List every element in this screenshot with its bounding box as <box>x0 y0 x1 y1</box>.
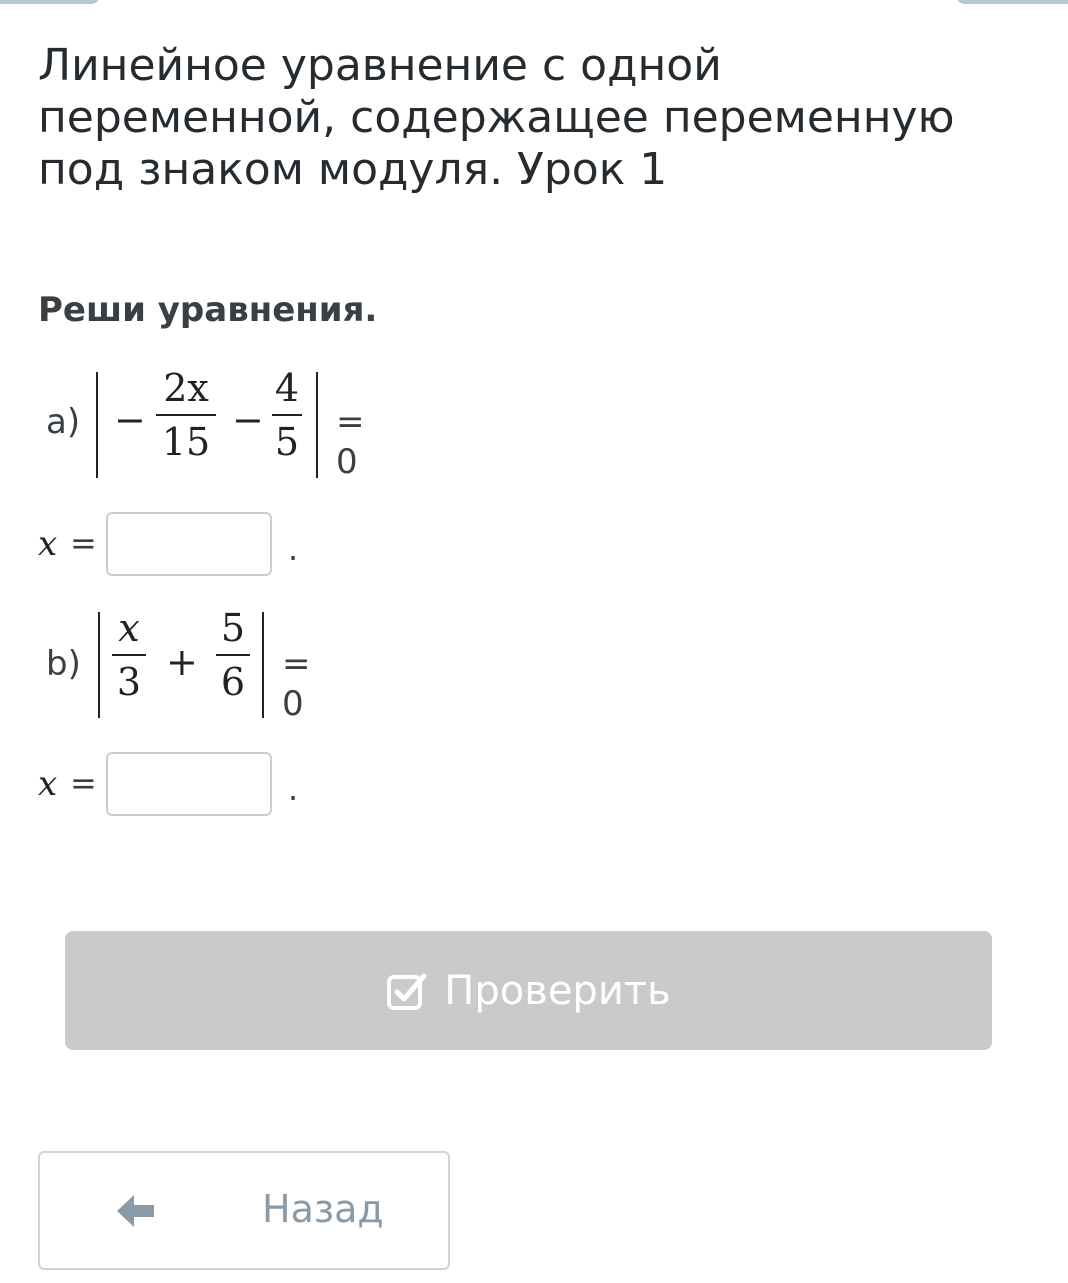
answer-input-b[interactable] <box>106 752 272 816</box>
equation-label: a) <box>46 402 81 442</box>
back-button[interactable] <box>38 1151 450 1270</box>
fraction-numerator: 2x <box>163 366 209 410</box>
fraction-line <box>112 654 146 656</box>
fraction-denominator: 3 <box>116 660 142 704</box>
fraction <box>272 368 302 462</box>
fraction-numerator: 4 <box>274 366 300 410</box>
top-tab-right[interactable] <box>956 0 1068 4</box>
answer-period: . <box>288 530 299 568</box>
back-button-label: Назад <box>262 1187 384 1231</box>
fraction-numerator: x <box>118 606 140 650</box>
check-button[interactable] <box>65 931 992 1050</box>
task-heading: Реши уравнения. <box>38 290 378 330</box>
answer-period: . <box>288 770 299 808</box>
fraction-line <box>272 414 302 416</box>
equation-label: b) <box>46 644 81 684</box>
minus-sign: − <box>232 398 264 442</box>
minus-sign: − <box>114 398 146 442</box>
equals-sign: = <box>70 524 97 562</box>
fraction-line <box>156 414 216 416</box>
abs-bar-right <box>316 372 318 478</box>
equation-rhs: = 0 <box>282 644 311 724</box>
fraction-denominator: 6 <box>220 660 246 704</box>
fraction-line <box>216 654 250 656</box>
fraction <box>156 368 216 462</box>
answer-input-a[interactable] <box>106 512 272 576</box>
arrow-left-icon <box>114 1193 156 1229</box>
checkbox-check-icon <box>386 970 428 1012</box>
check-button-label: Проверить <box>444 967 671 1014</box>
lesson-title: Линейное уравнение с одной переменной, содержащее переменную под знаком модуля. Урок 1 <box>38 40 955 195</box>
abs-bar-right <box>262 612 264 718</box>
variable-x: x <box>38 764 58 804</box>
variable-x: x <box>38 524 58 564</box>
top-tab-left[interactable] <box>0 0 100 4</box>
fraction-numerator: 5 <box>220 606 246 650</box>
plus-sign: + <box>166 640 198 684</box>
equation-rhs: = 0 <box>336 402 365 482</box>
fraction-denominator: 15 <box>161 420 211 464</box>
equals-sign: = <box>70 764 97 802</box>
fraction <box>216 608 250 702</box>
fraction-denominator: 5 <box>274 420 300 464</box>
abs-bar-left <box>96 372 98 478</box>
fraction <box>112 608 146 702</box>
abs-bar-left <box>98 612 100 718</box>
